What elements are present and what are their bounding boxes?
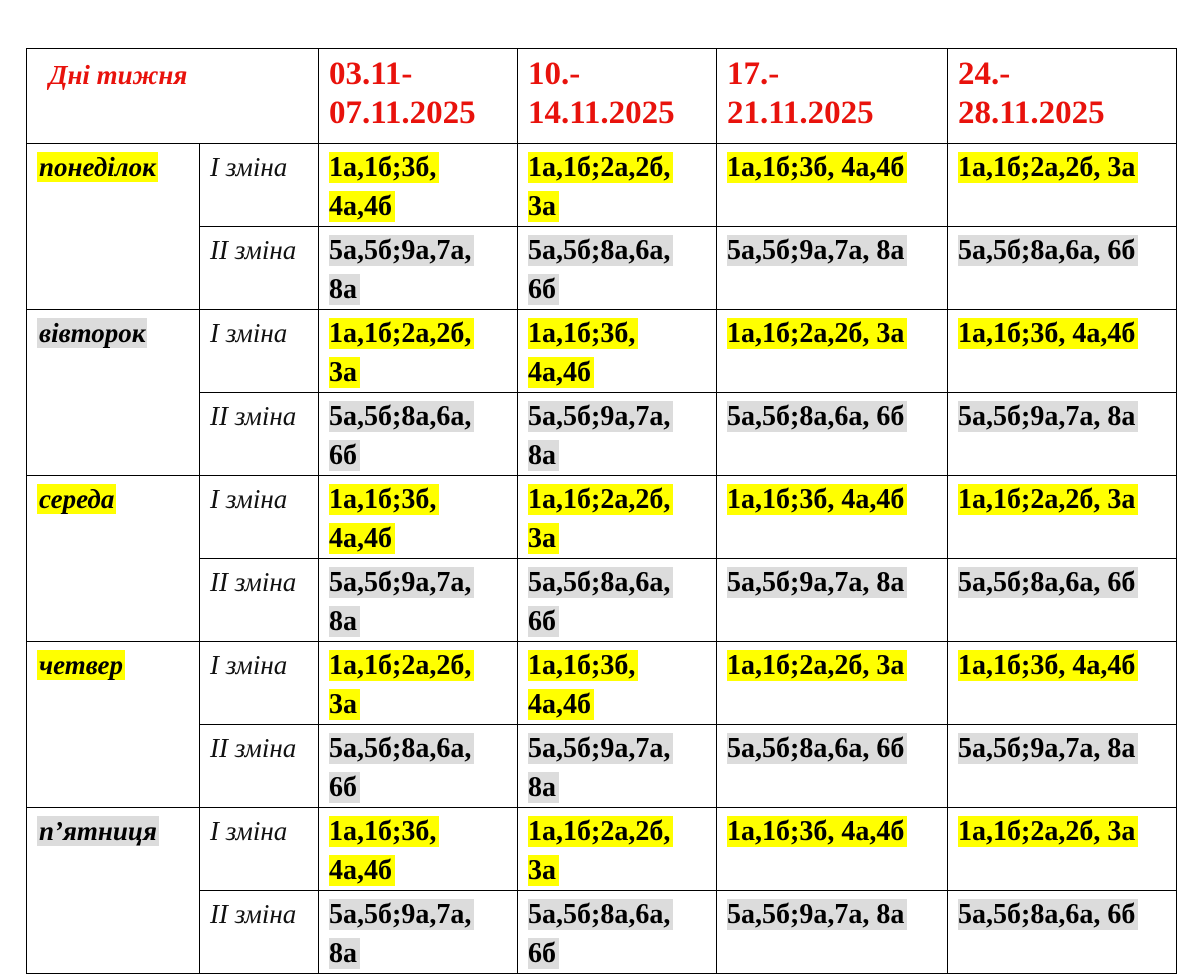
schedule-table — [26, 48, 1177, 974]
class-list: 5а,5б;8а,6а, 6б — [727, 401, 907, 432]
class-list: 5а,5б;9а,7а, 8а — [727, 235, 907, 266]
shift-label: ІІ зміна — [210, 733, 297, 763]
shift-label: І зміна — [210, 152, 288, 182]
schedule-cell — [948, 310, 1177, 393]
schedule-cell — [518, 808, 717, 891]
shift-row — [27, 144, 1177, 227]
class-list: 1а,1б;2а,2б, 3а — [528, 484, 673, 554]
class-list: 5а,5б;8а,6а, 6б — [528, 235, 673, 305]
schedule-cell — [319, 476, 518, 559]
week-header-cell — [319, 49, 518, 144]
days-header-cell — [27, 49, 319, 144]
day-cell — [27, 808, 200, 974]
shift-cell — [200, 559, 319, 642]
class-list: 5а,5б;9а,7а, 8а — [727, 567, 907, 598]
class-list: 5а,5б;8а,6а, 6б — [528, 899, 673, 969]
shift-label: ІІ зміна — [210, 235, 297, 265]
class-list: 5а,5б;8а,6а, 6б — [958, 899, 1138, 930]
class-list: 1а,1б;3б, 4а,4б — [528, 318, 638, 388]
schedule-cell — [717, 227, 948, 310]
schedule-cell — [319, 559, 518, 642]
day-name: четвер — [39, 650, 124, 680]
class-list: 5а,5б;8а,6а, 6б — [727, 733, 907, 764]
schedule-cell — [319, 227, 518, 310]
class-list: 1а,1б;2а,2б, 3а — [958, 152, 1138, 183]
schedule-cell — [717, 891, 948, 974]
schedule-cell — [948, 227, 1177, 310]
shift-cell — [200, 393, 319, 476]
schedule-cell — [319, 310, 518, 393]
schedule-cell — [518, 227, 717, 310]
class-list: 5а,5б;9а,7а, 8а — [528, 733, 673, 803]
schedule-cell — [948, 725, 1177, 808]
schedule-cell — [717, 808, 948, 891]
schedule-cell — [518, 476, 717, 559]
class-list: 5а,5б;9а,7а, 8а — [528, 401, 673, 471]
shift-label: І зміна — [210, 650, 288, 680]
schedule-cell — [717, 476, 948, 559]
shift-cell — [200, 642, 319, 725]
class-list: 5а,5б;9а,7а, 8а — [958, 401, 1138, 432]
class-list: 1а,1б;3б, 4а,4б — [329, 152, 439, 222]
shift-row — [27, 808, 1177, 891]
shift-row — [27, 310, 1177, 393]
class-list: 5а,5б;8а,6а, 6б — [329, 733, 474, 803]
class-list: 5а,5б;8а,6а, 6б — [958, 235, 1138, 266]
week-header-cell — [948, 49, 1177, 144]
day-name: середа — [39, 484, 115, 514]
week-header-cell — [717, 49, 948, 144]
class-list: 1а,1б;3б, 4а,4б — [528, 650, 638, 720]
shift-cell — [200, 144, 319, 227]
class-list: 1а,1б;3б, 4а,4б — [329, 484, 439, 554]
shift-cell — [200, 310, 319, 393]
schedule-cell — [319, 725, 518, 808]
class-list: 1а,1б;2а,2б, 3а — [958, 484, 1138, 515]
schedule-cell — [518, 310, 717, 393]
schedule-cell — [717, 144, 948, 227]
class-list: 5а,5б;9а,7а, 8а — [329, 235, 474, 305]
shift-label: ІІ зміна — [210, 401, 297, 431]
class-list: 1а,1б;3б, 4а,4б — [727, 816, 907, 847]
schedule-cell — [948, 808, 1177, 891]
week-range-2: 10.- 14.11.2025 — [528, 56, 675, 131]
day-cell — [27, 310, 200, 476]
shift-cell — [200, 227, 319, 310]
schedule-cell — [518, 559, 717, 642]
schedule-cell — [319, 393, 518, 476]
class-list: 1а,1б;2а,2б, 3а — [727, 318, 907, 349]
days-of-week-label: Дні тижня — [49, 60, 188, 90]
schedule-cell — [948, 476, 1177, 559]
schedule-cell — [319, 144, 518, 227]
shift-row — [27, 642, 1177, 725]
shift-label: ІІ зміна — [210, 567, 297, 597]
shift-label: ІІ зміна — [210, 899, 297, 929]
day-name: вівторок — [39, 318, 146, 348]
class-list: 1а,1б;3б, 4а,4б — [958, 650, 1138, 681]
day-cell — [27, 642, 200, 808]
schedule-cell — [518, 642, 717, 725]
shift-row — [27, 559, 1177, 642]
class-list: 1а,1б;2а,2б, 3а — [528, 816, 673, 886]
class-list: 1а,1б;2а,2б, 3а — [727, 650, 907, 681]
class-list: 5а,5б;8а,6а, 6б — [958, 567, 1138, 598]
shift-row — [27, 891, 1177, 974]
header-row — [27, 49, 1177, 144]
class-list: 1а,1б;3б, 4а,4б — [727, 484, 907, 515]
schedule-cell — [948, 393, 1177, 476]
class-list: 5а,5б;9а,7а, 8а — [727, 899, 907, 930]
shift-row — [27, 476, 1177, 559]
week-range-1: 03.11- 07.11.2025 — [329, 56, 476, 131]
schedule-cell — [948, 642, 1177, 725]
class-list: 1а,1б;2а,2б, 3а — [329, 318, 474, 388]
schedule-cell — [518, 725, 717, 808]
shift-cell — [200, 891, 319, 974]
class-list: 5а,5б;9а,7а, 8а — [958, 733, 1138, 764]
shift-row — [27, 227, 1177, 310]
schedule-cell — [518, 393, 717, 476]
schedule-cell — [948, 559, 1177, 642]
shift-cell — [200, 476, 319, 559]
schedule-cell — [717, 725, 948, 808]
shift-cell — [200, 808, 319, 891]
class-list: 5а,5б;9а,7а, 8а — [329, 567, 474, 637]
schedule-cell — [717, 310, 948, 393]
shift-row — [27, 393, 1177, 476]
shift-cell — [200, 725, 319, 808]
schedule-cell — [518, 144, 717, 227]
shift-row — [27, 725, 1177, 808]
schedule-cell — [319, 808, 518, 891]
class-list: 1а,1б;2а,2б, 3а — [528, 152, 673, 222]
class-list: 1а,1б;3б, 4а,4б — [958, 318, 1138, 349]
shift-label: І зміна — [210, 484, 288, 514]
schedule-cell — [948, 144, 1177, 227]
day-cell — [27, 476, 200, 642]
schedule-cell — [717, 642, 948, 725]
schedule-cell — [518, 891, 717, 974]
schedule-cell — [948, 891, 1177, 974]
schedule-cell — [319, 642, 518, 725]
week-range-4: 24.- 28.11.2025 — [958, 56, 1105, 131]
class-list: 1а,1б;3б, 4а,4б — [727, 152, 907, 183]
schedule-cell — [717, 559, 948, 642]
day-name: понеділок — [39, 152, 156, 182]
schedule-body — [27, 49, 1177, 974]
week-range-3: 17.- 21.11.2025 — [727, 56, 874, 131]
schedule-cell — [319, 891, 518, 974]
class-list: 1а,1б;3б, 4а,4б — [329, 816, 439, 886]
week-header-cell — [518, 49, 717, 144]
class-list: 5а,5б;9а,7а, 8а — [329, 899, 474, 969]
day-name: п’ятниця — [39, 816, 157, 846]
class-list: 1а,1б;2а,2б, 3а — [329, 650, 474, 720]
class-list: 5а,5б;8а,6а, 6б — [329, 401, 474, 471]
day-cell — [27, 144, 200, 310]
shift-label: І зміна — [210, 318, 288, 348]
shift-label: І зміна — [210, 816, 288, 846]
class-list: 5а,5б;8а,6а, 6б — [528, 567, 673, 637]
schedule-cell — [717, 393, 948, 476]
class-list: 1а,1б;2а,2б, 3а — [958, 816, 1138, 847]
